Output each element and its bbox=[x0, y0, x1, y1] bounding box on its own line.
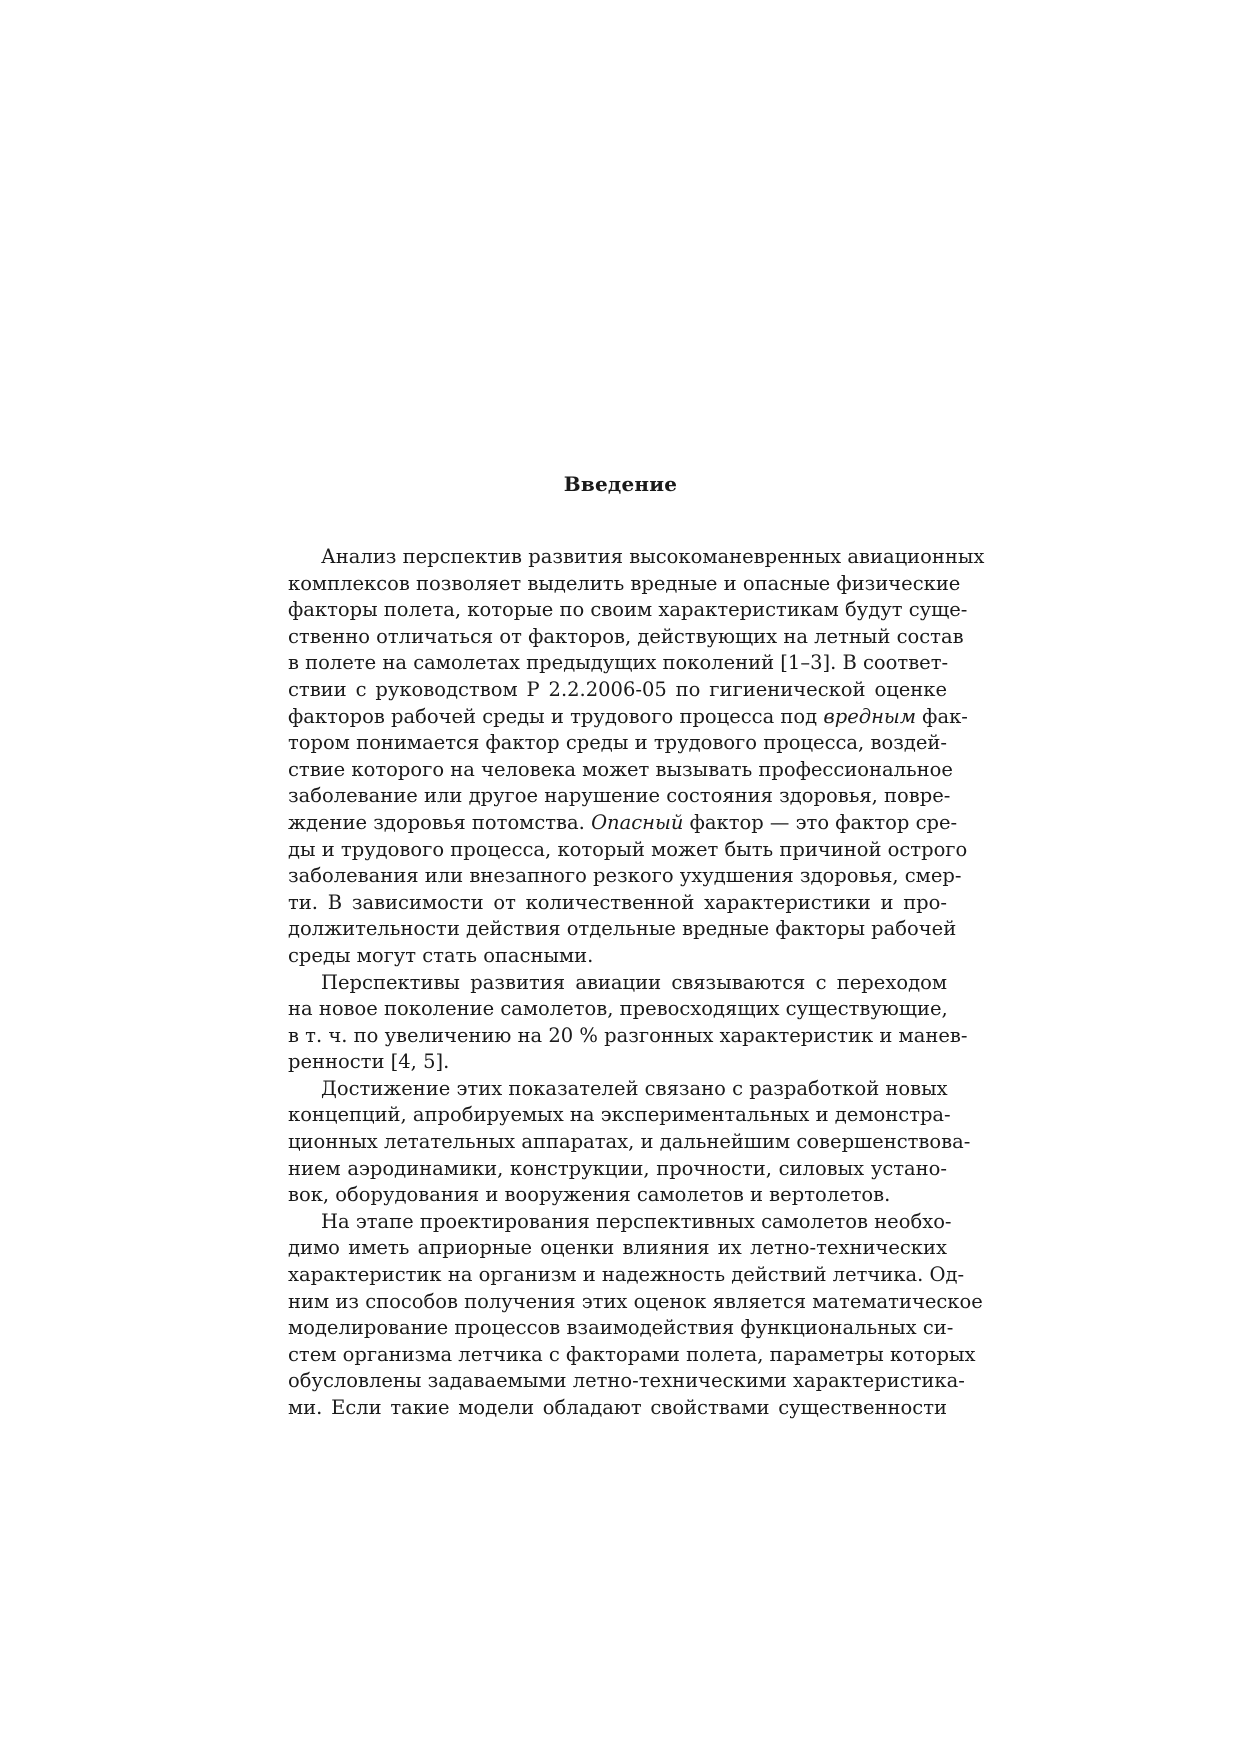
text-line: должительности действия отдельные вредные факторы рабочей bbox=[288, 917, 957, 941]
text-line: ственно отличаться от факторов, действующих на летный состав bbox=[288, 624, 964, 648]
text-line: в полете на самолетах предыдущих поколений [1–3]. В соответ- bbox=[288, 651, 949, 675]
text-line: заболевание или другое нарушение состояния здоровья, повре- bbox=[288, 784, 951, 808]
text-line: ционных летательных аппаратах, и дальнейшим совершенствова- bbox=[288, 1130, 971, 1154]
text-line: заболевания или внезапного резкого ухудшения здоровья, смер- bbox=[288, 864, 962, 888]
text-line: на новое поколение самолетов, превосходящих существующие, bbox=[288, 997, 948, 1021]
text-line: концепций, апробируемых на экспериментальных и демонстра- bbox=[288, 1103, 951, 1127]
text-line: моделирование процессов взаимодействия функциональных си- bbox=[288, 1316, 954, 1340]
text-line: ствии с руководством Р 2.2.2006-05 по гигиенической оценке bbox=[288, 677, 947, 701]
body-text bbox=[288, 544, 985, 1422]
text-line: ти. В зависимости от количественной характеристики и про- bbox=[288, 890, 947, 914]
text-line: обусловлены задаваемыми летно-техническими характеристика- bbox=[288, 1369, 965, 1393]
text-line: Достижение этих показателей связано с разработкой новых bbox=[321, 1076, 948, 1100]
text-run: факторов рабочей среды и трудового процесса под bbox=[288, 704, 824, 728]
emphasized-term: вредным bbox=[823, 704, 916, 728]
text-run: фак- bbox=[915, 704, 968, 728]
emphasized-term: Опасный bbox=[591, 810, 684, 834]
text-line: Анализ перспектив развития высокоманевренных авиационных bbox=[321, 545, 985, 568]
text-line: ним из способов получения этих оценок является математическое bbox=[288, 1289, 983, 1313]
text-line: ренности [4, 5]. bbox=[288, 1050, 450, 1074]
page-heading: Введение bbox=[563, 472, 678, 496]
text-line: На этапе проектирования перспективных самолетов необхо- bbox=[321, 1209, 952, 1233]
text-line: комплексов позволяет выделить вредные и опасные физические bbox=[288, 571, 961, 595]
text-line: нием аэродинамики, конструкции, прочности, силовых устано- bbox=[288, 1156, 947, 1180]
text-line: факторы полета, которые по своим характеристикам будут суще- bbox=[288, 598, 968, 622]
text-line: тором понимается фактор среды и трудового процесса, воздей- bbox=[288, 731, 947, 755]
text-line: характеристик на организм и надежность действий летчика. Од- bbox=[288, 1263, 965, 1287]
text-line: стем организма летчика с факторами полета, параметры которых bbox=[288, 1342, 976, 1366]
text-line: ми. Если такие модели обладают свойствами существенности bbox=[288, 1396, 947, 1419]
text-line bbox=[288, 704, 968, 731]
text-line: ды и трудового процесса, который может быть причиной острого bbox=[288, 837, 968, 861]
text-run: фактор — это фактор сре- bbox=[683, 810, 958, 834]
text-run: ждение здоровья потомства. bbox=[288, 810, 592, 834]
text-line: ствие которого на человека может вызывать профессиональное bbox=[288, 757, 953, 781]
text-line bbox=[288, 810, 958, 837]
text-line: в т. ч. по увеличению на 20 % разгонных характеристик и манев- bbox=[288, 1023, 968, 1047]
text-line: димо иметь априорные оценки влияния их летно-технических bbox=[288, 1236, 947, 1260]
text-line: среды могут стать опасными. bbox=[288, 943, 594, 967]
text-line: Перспективы развития авиации связываются с переходом bbox=[321, 970, 947, 994]
text-line: вок, оборудования и вооружения самолетов и вертолетов. bbox=[288, 1183, 891, 1207]
